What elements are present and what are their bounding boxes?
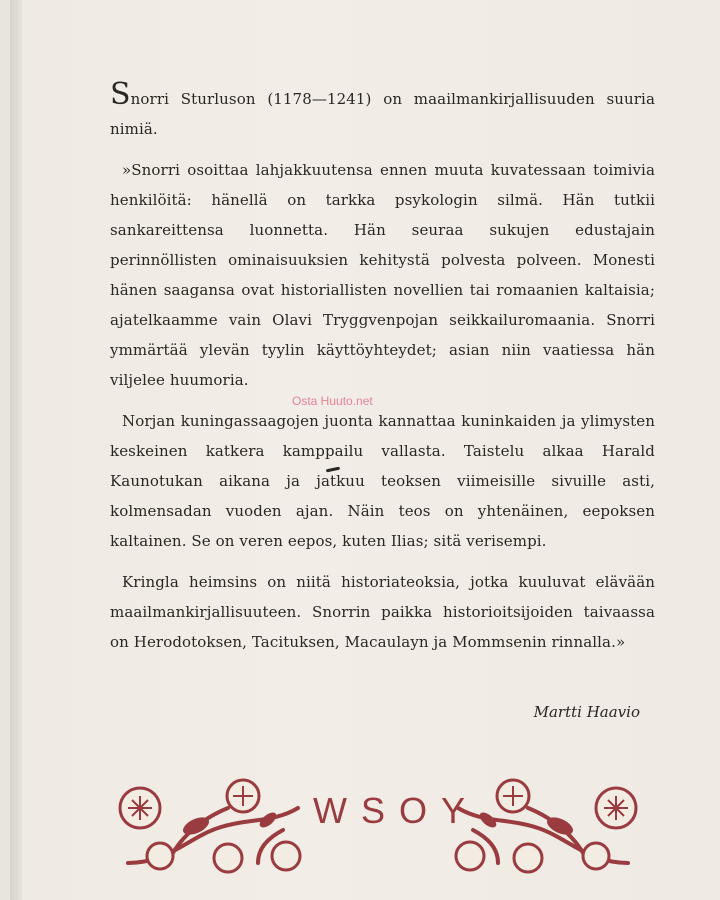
watermark-text: Osta Huuto.net [292, 394, 373, 408]
paragraph-4: Kringla heimsins on niitä historiateoksia, jotka kuuluvat elävään maailmankirjallisuuteen. Snorrin paikka historioitsijoiden taivaassa on Herodotoksen, Tacituksen, Macaulayn ja Mommsenin rinnalla.» [110, 573, 655, 651]
author-signature: Martti Haavio [533, 703, 640, 721]
paragraph-1-text: norri Sturluson (1178—1241) on maailmankirjallisuuden suuria nimiä. [110, 90, 655, 138]
publisher-logo [108, 768, 648, 878]
paragraph-2: »Snorri osoittaa lahjakkuutensa ennen muuta kuvatessaan toimivia henkilöitä: hänellä on tarkka psykologin silmä. Hän tutkii sankareittensa luonnetta. Hän seuraa sukujen edustajain perinnöllisten ominaisuuksien kehitystä polvesta polveen. Monesti hänen saagansa ovat historiallisten novellien tai romaanien kaltaisia; ajatelkaamme vain Olavi Tryggvenpojan seikkailuromaania. Snorri ymmärtää ylevän tyylin käyttöyhteydet; asian niin vaatiessa hän viljelee huumoria. [110, 161, 655, 389]
paragraph-3: Norjan kuningassaagojen juonta kannattaa kuninkaiden ja ylimysten keskeinen katkera kamppailu vallasta. Taistelu alkaa Harald Kaunotukan aikana ja jatkuu teoksen viimeisille sivuille asti, kolmensadan vuoden ajan. Näin teos on yhtenäinen, eepoksen kaltainen. Se on veren eepos, kuten Ilias; sitä verisempi. [110, 412, 655, 550]
page-edge [10, 0, 22, 900]
body-text [110, 77, 655, 668]
logo-wordmark: WSOY [313, 790, 480, 831]
paragraph-1 [110, 77, 655, 144]
book-back-cover [10, 0, 720, 900]
drop-cap: S [110, 77, 131, 112]
